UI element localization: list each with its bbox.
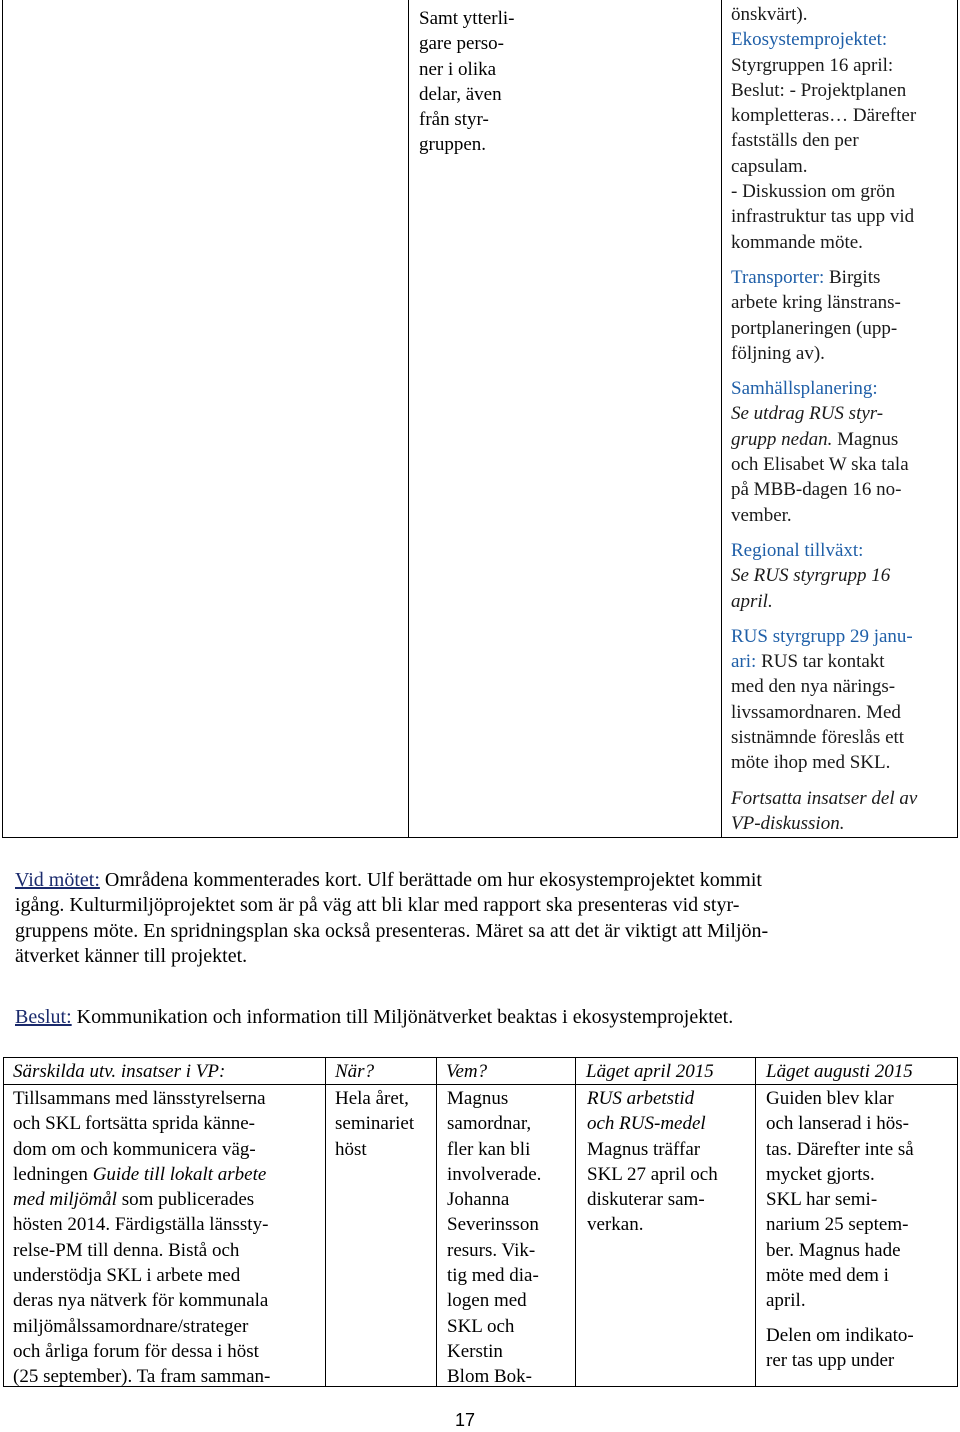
text-line: önskvärt). [731, 4, 808, 25]
text-line: och lanserad i hös- [766, 1113, 909, 1135]
column-header: Läget april 2015 [586, 1061, 714, 1082]
table-border [575, 1057, 576, 1387]
text-line: Blom Bok- [447, 1366, 532, 1388]
text-span: Områdena kommenterades kort. Ulf berättade om hur ekosystemprojektet kommit [99, 869, 762, 891]
table-border [325, 1057, 326, 1387]
column-header: Särskilda utv. insatser i VP: [13, 1061, 226, 1082]
table-border [3, 1057, 4, 1387]
text-line: Magnus träffar [587, 1138, 701, 1160]
text-line: Kerstin [447, 1340, 503, 1362]
transport-heading: Transporter: [731, 266, 825, 288]
text-line: arbete kring länstrans- [731, 292, 901, 314]
community-planning-heading: Samhällsplanering: [731, 378, 878, 400]
text-line: Guiden blev klar [766, 1088, 894, 1109]
text-line: narium 25 septem- [766, 1214, 909, 1236]
text-line: fastställs den per [731, 130, 859, 152]
text-line: SKL har semi- [766, 1189, 878, 1211]
mixed-line [731, 427, 917, 452]
text-line: gruppen. [419, 134, 487, 156]
text-line: - Diskussion om grön [731, 181, 896, 203]
table-border [2, 837, 958, 838]
text-line: Beslut: - Projektplanen [731, 79, 907, 101]
text-span: som publicerades [116, 1189, 255, 1211]
text-span: Kommunikation och information till Miljönätverket beaktas i ekosystemprojektet. [71, 1006, 734, 1028]
text-line: understödja SKL i arbete med [13, 1265, 241, 1287]
text-line: Delen om indikato- [766, 1324, 914, 1346]
text-line: tas. Därefter inte så [766, 1138, 914, 1160]
text-line: samordnar, [447, 1113, 532, 1135]
text-line: miljömålssamordnare/strateger [13, 1315, 249, 1337]
text-line: kommande möte. [731, 231, 863, 253]
column-header: Vem? [446, 1061, 488, 1082]
text-line: Tillsammans med länsstyrelserna [13, 1088, 266, 1109]
text-line: och SKL fortsätta sprida känne- [13, 1113, 255, 1135]
text-line: diskuterar sam- [587, 1189, 705, 1211]
text-line: möte med dem i [766, 1265, 889, 1287]
text-line: delar, även [419, 83, 502, 105]
text-line: och årliga forum för dessa i höst [13, 1340, 259, 1362]
text-line: april. [731, 590, 773, 612]
transport-line [731, 265, 917, 290]
text-line: möte ihop med SKL. [731, 752, 891, 774]
text-line: Fortsatta insatser del av [731, 787, 918, 809]
table-border [721, 0, 722, 837]
text-line: Magnus [447, 1088, 509, 1109]
text-line: capsulam. [731, 155, 808, 177]
text-line: Styrgruppen 16 april: [731, 54, 894, 76]
text-line: (25 september). Ta fram samman- [13, 1366, 271, 1388]
bottom-table-col4 [587, 1086, 718, 1238]
text-line: från styr- [419, 109, 489, 131]
text-span: ledningen [13, 1163, 93, 1185]
text-span: med miljömål [13, 1189, 117, 1211]
table-border [436, 1057, 437, 1387]
text-line: vember. [731, 504, 792, 526]
text-line: igång. Kulturmiljöprojektet som är på väg att bli klar med rapport ska presenteras vid styr- [15, 894, 740, 917]
text-line: infrastruktur tas upp vid [731, 206, 915, 228]
text-line: följning av). [731, 342, 825, 364]
text-line: med den nya närings- [731, 676, 896, 698]
top-table-col2 [419, 6, 515, 158]
text-line: fler kan bli [447, 1138, 531, 1160]
mixed-line [13, 1162, 270, 1187]
meeting-label: Vid mötet: [15, 869, 100, 891]
text-line: gruppens möte. En spridningsplan ska också presenteras. Märet sa att det är viktigt att Miljön- [15, 919, 769, 942]
text-line: dom om och kommunicera väg- [13, 1138, 256, 1160]
text-line: sistnämnde föreslås ett [731, 727, 905, 749]
text-line: portplaneringen (upp- [731, 317, 898, 339]
text-line: Se RUS styrgrupp 16 [731, 565, 891, 587]
top-table-col3 [731, 2, 917, 836]
text-line: SKL och [447, 1315, 515, 1337]
bottom-table-col5 [766, 1086, 914, 1373]
rus-heading-cont: ari: [731, 651, 757, 673]
text-line: och Elisabet W ska tala [731, 454, 909, 476]
text-line: och RUS-medel [587, 1113, 706, 1135]
text-line: seminariet [335, 1113, 415, 1135]
mixed-line [15, 868, 945, 893]
mixed-line [13, 1187, 270, 1212]
text-span: Birgits [824, 266, 881, 288]
mixed-line [731, 649, 917, 674]
text-line: höst [335, 1138, 367, 1160]
table-border [2, 0, 3, 837]
text-line: verkan. [587, 1214, 644, 1236]
bottom-table-col3 [447, 1086, 541, 1390]
text-line: logen med [447, 1290, 527, 1312]
text-span: Magnus [832, 428, 899, 450]
decision-paragraph [15, 1005, 733, 1030]
text-line: Se utdrag RUS styr- [731, 403, 884, 425]
bottom-table-col1 [13, 1086, 270, 1390]
text-line: Hela året, [335, 1088, 409, 1109]
text-line: gare perso- [419, 33, 504, 55]
text-span: Guide till lokalt arbete [92, 1163, 267, 1185]
table-border [3, 1057, 958, 1058]
table-border [957, 1057, 958, 1387]
text-span: RUS tar kontakt [756, 651, 885, 673]
text-line: rer tas upp under [766, 1349, 895, 1371]
text-line: resurs. Vik- [447, 1239, 536, 1261]
decision-label: Beslut: [15, 1006, 72, 1028]
text-line: hösten 2014. Färdigställa länssty- [13, 1214, 269, 1236]
text-line: involverade. [447, 1163, 542, 1185]
meeting-paragraph [15, 868, 945, 969]
text-line: ner i olika [419, 58, 497, 80]
text-line: livssamordnaren. Med [731, 701, 901, 723]
table-border [957, 0, 958, 837]
column-header: Läget augusti 2015 [766, 1061, 913, 1082]
text-line: deras nya nätverk för kommunala [13, 1290, 269, 1312]
text-line: SKL 27 april och [587, 1163, 718, 1185]
mixed-line [15, 1005, 733, 1030]
text-line: Johanna [447, 1189, 510, 1211]
text-line: tig med dia- [447, 1265, 539, 1287]
text-line: Severinsson [447, 1214, 539, 1236]
regional-growth-heading: Regional tillväxt: [731, 539, 864, 561]
page-number: 17 [455, 1410, 476, 1430]
rus-heading: RUS styrgrupp 29 janu- [731, 625, 913, 647]
text-line: RUS arbetstid [587, 1088, 695, 1109]
table-border [408, 0, 409, 837]
text-line: kompletteras… Därefter [731, 105, 917, 127]
text-line: mycket gjorts. [766, 1163, 875, 1185]
text-line: på MBB-dagen 16 no- [731, 479, 902, 501]
table-border [755, 1057, 756, 1387]
text-line: april. [766, 1290, 806, 1312]
text-line: VP-diskussion. [731, 812, 845, 834]
text-line: ber. Magnus hade [766, 1239, 901, 1261]
text-line: relse-PM till denna. Bistå och [13, 1239, 240, 1261]
text-line: Samt ytterli- [419, 8, 515, 29]
column-header: När? [335, 1061, 375, 1082]
bottom-table-col2 [335, 1086, 414, 1162]
text-line: ätverket känner till projektet. [15, 944, 248, 967]
text-span: grupp nedan. [731, 428, 833, 450]
ecosystem-heading: Ekosystemprojektet: [731, 29, 888, 51]
